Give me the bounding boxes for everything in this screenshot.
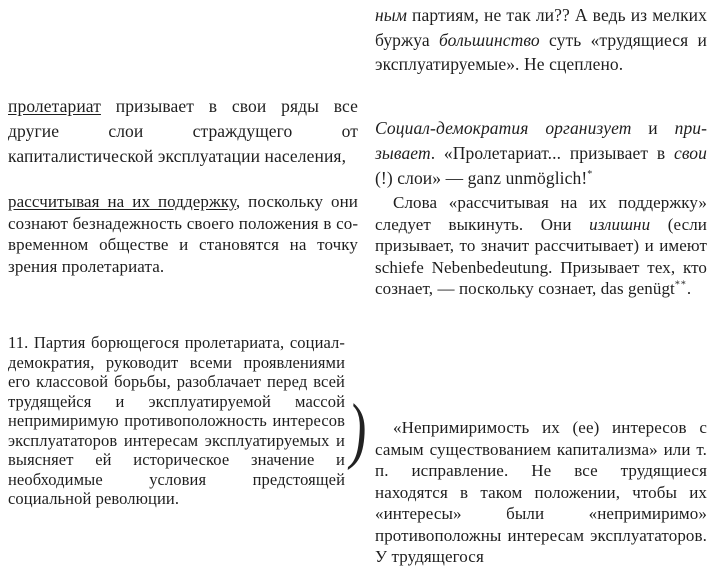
italic-phrase: организует (545, 118, 632, 138)
paragraph-text: «Непримиримость их (ее) интересов с самым существованием капитализма» или т. п. исправление. Не все трудящиеся находятся в таком положении, чтобы их «интересы» были «непримиримо» противоположны интересам эксплуататоров. У трудящегося (375, 418, 707, 566)
paragraph-text: (!) слои» — ganz unmöglich! (375, 168, 588, 188)
paragraph-text: партиям, не так ли?? А ведь из мелких буржуа (375, 5, 707, 50)
left-paragraph-draft-quote-1 (8, 94, 358, 169)
footnote-asterisk-mark: * (587, 169, 594, 181)
italic-phrase: призывает (375, 118, 707, 163)
left-paragraph-draft-point-11 (8, 333, 345, 509)
italic-phrase: свои (673, 143, 707, 163)
paragraph-text (528, 118, 545, 138)
right-paragraph-remark-4 (375, 417, 707, 568)
paragraph-text: (если призывает, то значит рассчитывает) и имеют schiefe Nebenbedeutung. Призывает тех, кто сознает, — поскольку сознает, das genügt (375, 214, 707, 298)
right-paragraph-remark-2 (375, 116, 707, 191)
paragraph-text: , поскольку они сознают безнадежность своего положения в современном обществе и становятся на точку зрения пролетариата. (8, 192, 358, 276)
underlined-phrase: рассчитывая на их поддержку (8, 192, 236, 211)
underlined-phrase: пролетариат (8, 96, 101, 116)
paragraph-text: призывает в свои ряды все другие слои страждущего от капиталистической эксплуатации населения, (8, 96, 358, 166)
italic-phrase: ным (375, 5, 408, 25)
italic-phrase: большинство (438, 29, 540, 50)
paragraph-text: суть «трудящиеся и эксплуатируемые». Не сцеплено. (375, 29, 707, 74)
left-paragraph-draft-quote-2 (8, 191, 358, 277)
handwritten-margin-parenthesis-mark: ) (345, 389, 371, 473)
paragraph-text: 11. Партия борющегося пролетариата, социал-демократия, руководит всеми проявлениями его классовой борьбы, разоблачает перед всей трудящейся и эксплуатируемой массой непримиримую противоположность интересов эксплуататоров интересам эксплуатируемых и выясняет ей историческое значение и необходимые условия предстоящей социальной революции. (8, 333, 345, 508)
right-paragraph-remark-1 (375, 3, 707, 77)
italic-phrase: Социал-демократия (375, 118, 529, 138)
footnote-double-asterisk-mark: ** (674, 279, 687, 291)
paragraph-text: и (631, 118, 675, 138)
paragraph-text: . «Пролетариат... призывает в (430, 143, 674, 163)
italic-phrase: излишни (589, 214, 651, 234)
right-paragraph-remark-3 (375, 192, 707, 300)
paragraph-text: Слова «рассчитывая на их поддержку» следует выкинуть. Они (375, 193, 707, 234)
paragraph-text: . (686, 279, 692, 298)
